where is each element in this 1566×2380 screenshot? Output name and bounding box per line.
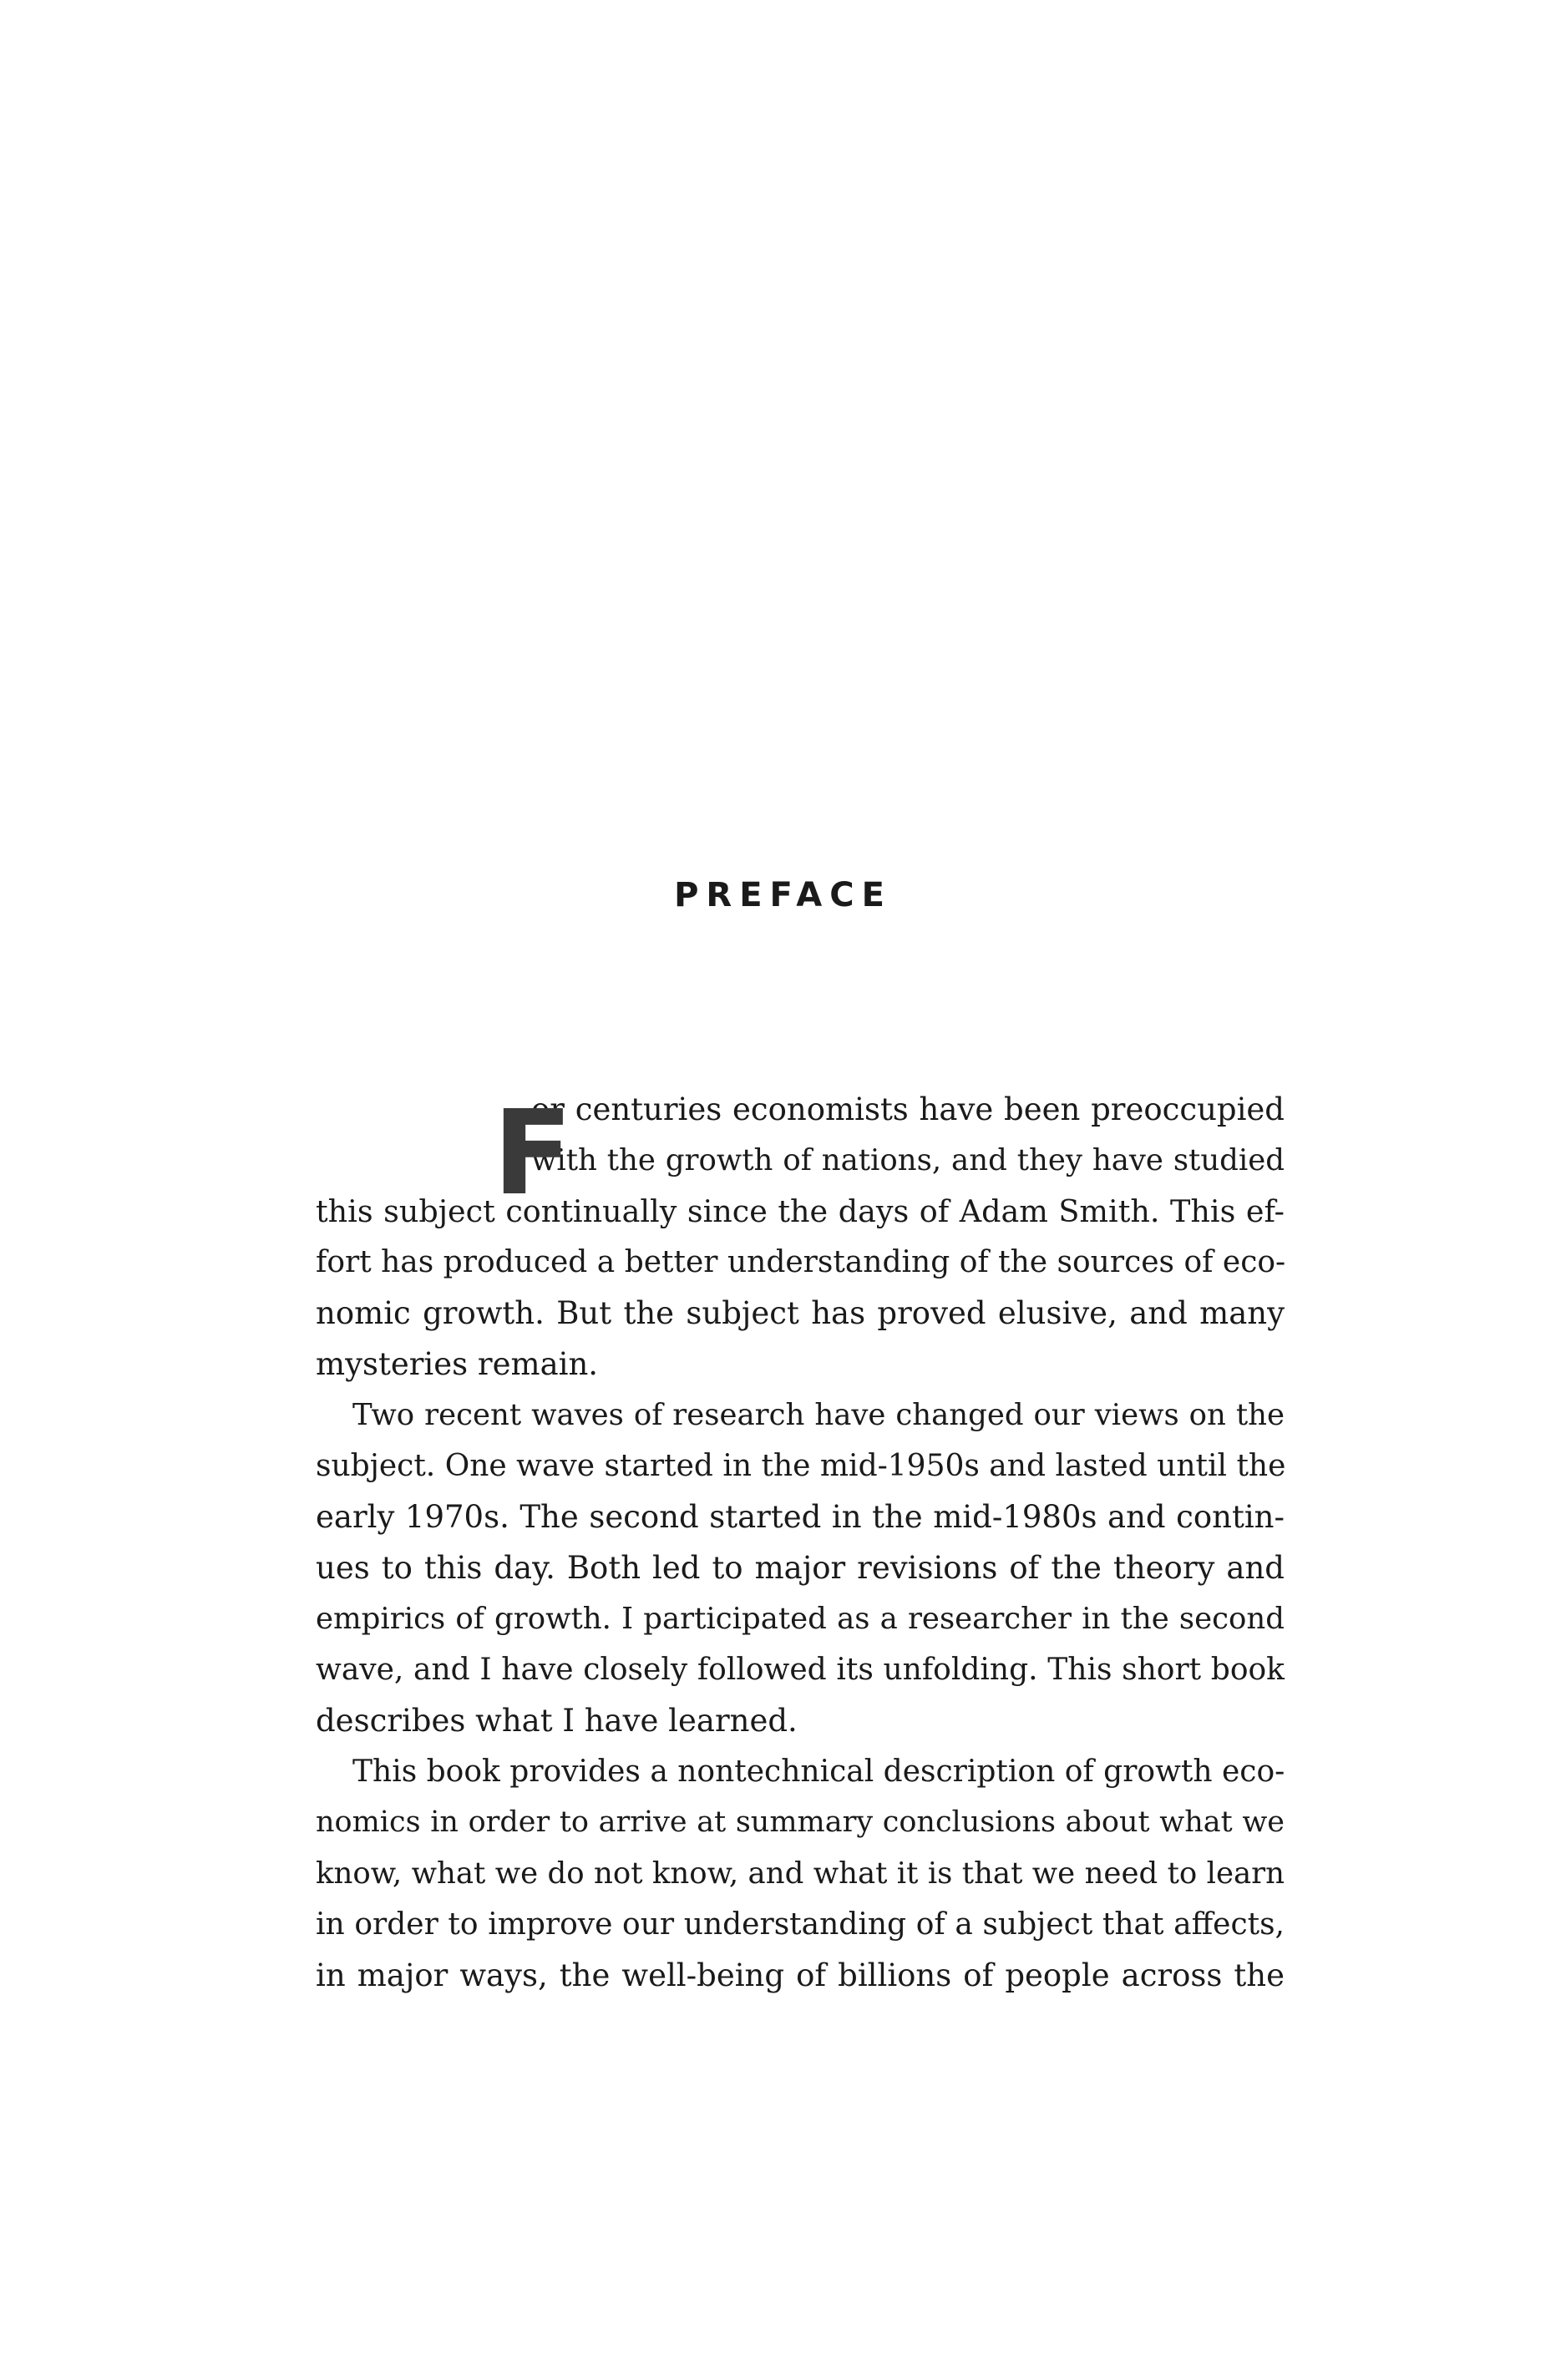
text-line: nomics in order to arrive at summary conclusions about what we (316, 1805, 1285, 1839)
text-line: mysteries remain. (316, 1346, 599, 1382)
text-line: in major ways, the well-being of billions of people across the (316, 1957, 1285, 1993)
chapter-title: PREFACE (674, 876, 892, 914)
text-line: early 1970s. The second started in the mid-1980s and contin- (316, 1499, 1285, 1535)
text-line: subject. One wave started in the mid-1950s and lasted until the (316, 1449, 1286, 1483)
text-line: nomic growth. But the subject has proved elusive, and many (316, 1295, 1285, 1331)
text-line: or centuries economists have been preoccupied (531, 1091, 1285, 1127)
text-line: wave, and I have closely followed its unfolding. This short book (316, 1653, 1285, 1687)
text-line: know, what we do not know, and what it is that we need to learn (316, 1856, 1285, 1891)
text-line: with the growth of nations, and they have studied (531, 1143, 1285, 1177)
preface-body (316, 1084, 1285, 2001)
text-line: in order to improve our understanding of a subject that affects, (316, 1907, 1285, 1942)
drop-cap: F (493, 1086, 573, 1222)
text-line: empirics of growth. I participated as a researcher in the second (316, 1602, 1285, 1636)
text-line: This book provides a nontechnical description of growth eco- (352, 1755, 1285, 1789)
text-line: describes what I have learned. (316, 1703, 798, 1739)
text-line: Two recent waves of research have changed our views on the (352, 1398, 1285, 1432)
text-line: ues to this day. Both led to major revisions of the theory and (316, 1550, 1285, 1586)
text-line: this subject continually since the days of Adam Smith. This ef- (316, 1193, 1285, 1229)
text-line: fort has produced a better understanding of the sources of eco- (316, 1245, 1286, 1279)
